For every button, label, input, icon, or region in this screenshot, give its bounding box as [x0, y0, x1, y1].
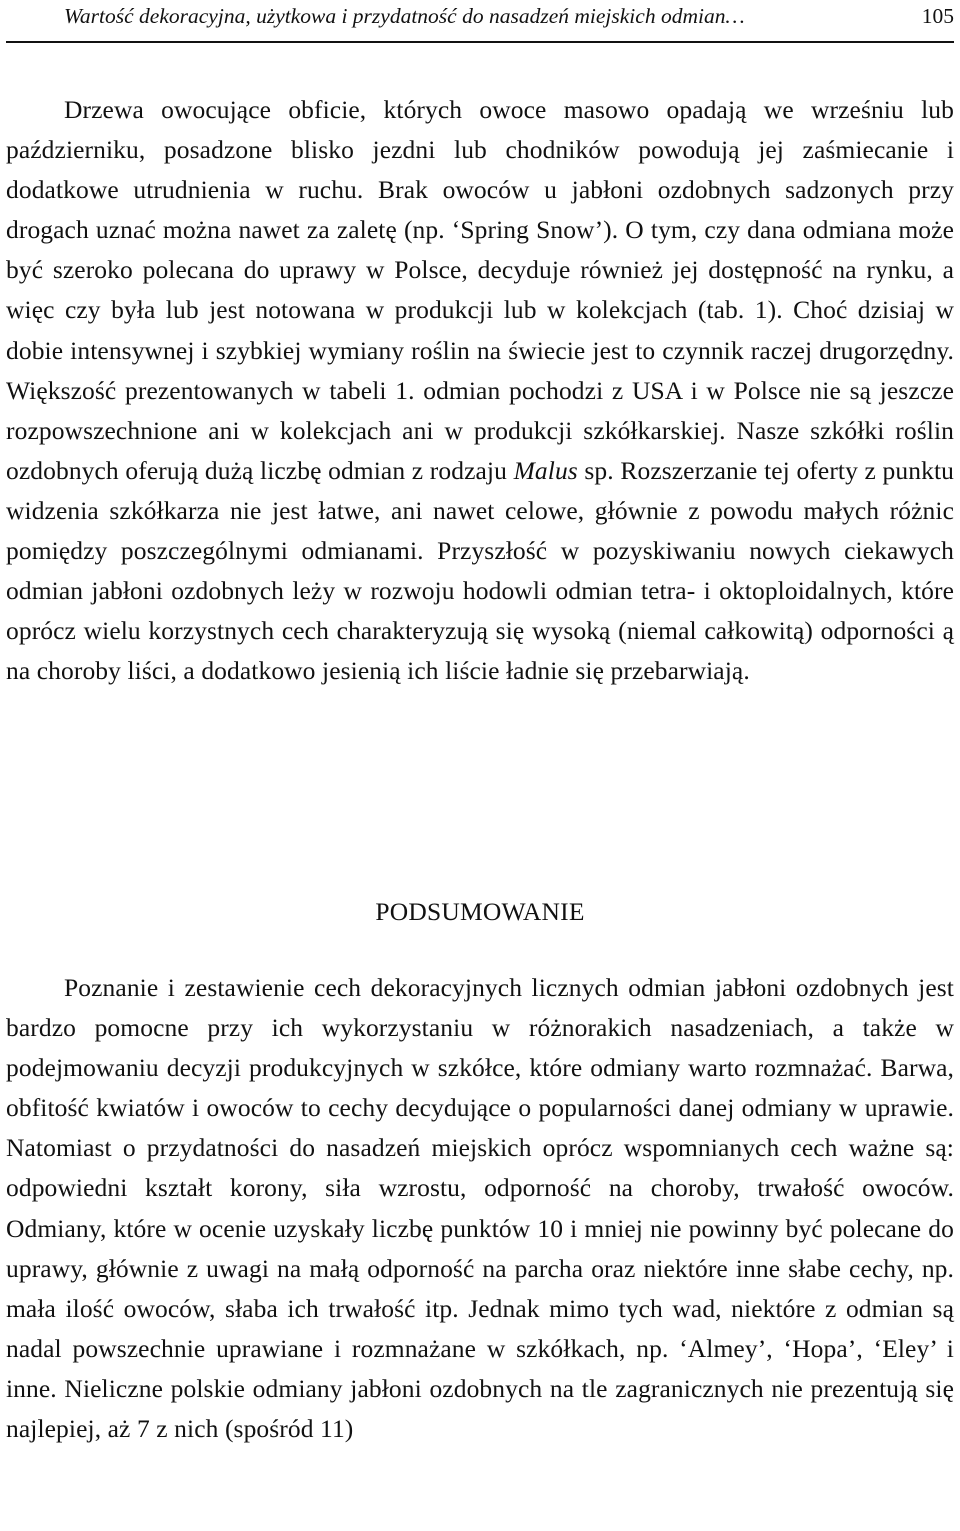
body-paragraph-2: Poznanie i zestawienie cech dekoracyjnych licznych odmian jabłoni ozdobnych jest bardzo pomocne przy ich wykorzystaniu w różnorakich nasadzeniach, a także w podejmowaniu decyzji produkcyjnych w szkółce, które odmiany warto rozmnażać. Barwa, obfitość kwiatów i owoców to cechy decydujące o popularności danej odmiany w uprawie. Natomiast o przydatności do nasadzeń miejskich oprócz wspomnianych cech ważne są: odpowiedni kształt korony, siła wzrostu, odporność na choroby, trwałość owoców. Odmiany, które w ocenie uzyskały liczbę punktów 10 i mniej nie powinny być polecane do uprawy, głównie z uwagi na małą odporność na parcha oraz niektóre inne słabe cechy, np. mała ilość owoców, słaba ich trwałość itp. Jednak mimo tych wad, niektóre z odmian są nadal powszechnie uprawiane i rozmnażane w szkółkach, np. ‘Almey’, ‘Hopa’, ‘Eley’ i inne. Nieliczne polskie odmiany jabłoni ozdobnych na tle zagranicznych nie prezentują się najlepiej, aż 7 z nich (spośród 11)	[6, 973, 954, 1444]
section-heading: PODSUMOWANIE	[375, 897, 585, 926]
running-title: Wartość dekoracyjna, użytkowa i przydatność do nasadzeń miejskich odmian…	[64, 4, 745, 28]
page-number: 105	[921, 4, 954, 28]
body-paragraph-1	[6, 90, 954, 691]
header-divider	[6, 41, 954, 43]
paragraph-1-text-end: sp. Rozszerzanie tej oferty z punktu widzenia szkółkarza nie jest łatwe, ani nawet celowe, głównie z powodu małych różnic pomiędzy poszczególnymi odmianami. Przyszłość w pozyskiwaniu nowych ciekawych odmian jabłoni ozdobnych leży w rozwoju hodowli odmian tetra- i oktoploidalnych, które oprócz wielu korzystnych cech charakteryzują się wysoką (niemal całkowitą) odporności ą na choroby liści, a dodatkowo jesienią ich liście ładnie się przebarwiają.	[6, 455, 954, 686]
paragraph-1-text-start: Drzewa owocujące obficie, których owoce masowo opadają we wrześniu lub październiku, posadzone blisko jezdni lub chodników powodują jej zaśmiecanie i dodatkowe utrudnienia w ruchu. Brak owoców u jabłoni ozdobnych sadzonych przy drogach uznać można nawet za zaletę (np. ‘Spring Snow’). O tym, czy dana odmiana może być szeroko polecana do uprawy w Polsce, decyduje również jej dostępność na rynku, a więc czy była lub jest notowana w produkcji lub w kolekcjach (tab. 1). Choć dzisiaj w dobie intensywnej i szybkiej wymiany roślin na świecie jest to czynnik raczej drugorzędny. Większość prezentowanych w tabeli 1. odmian pochodzi z USA i w Polsce nie są jeszcze rozpowszechnione ani w kolekcjach ani w produkcji szkółkarskiej. Nasze szkółki roślin ozdobnych oferują dużą liczbę odmian z rodzaju	[6, 95, 954, 485]
running-header	[64, 2, 954, 30]
genus-name-italic: Malus	[513, 455, 578, 485]
